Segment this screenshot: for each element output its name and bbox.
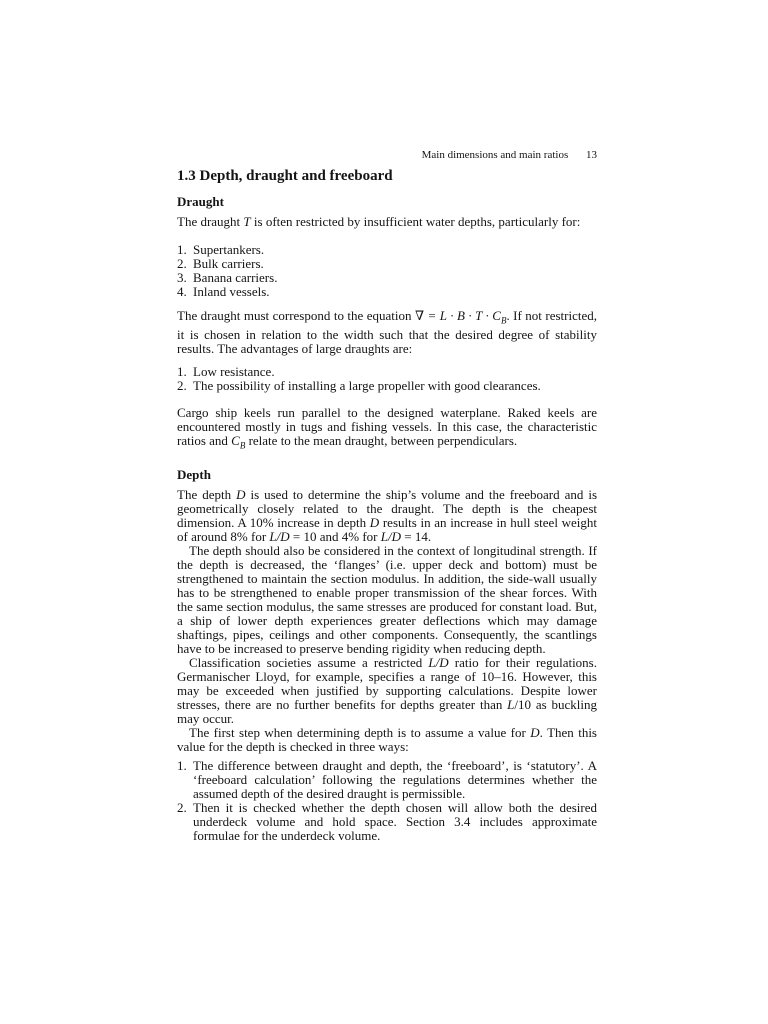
list-item	[177, 365, 597, 379]
running-header	[177, 148, 597, 162]
vessel-list	[177, 243, 597, 299]
list-text: Low resistance.	[193, 364, 275, 379]
text-run: The depth	[177, 487, 237, 502]
text-run: is often restricted by insufficient water depths, particularly for:	[250, 214, 581, 229]
text-run: is used to determine the ship’s volume and the freeboard and is geometrically closely related to the draught. The depth is the cheapest dimension. A 10% increase in depth	[177, 487, 598, 530]
draught-heading: Draught	[177, 194, 224, 209]
text-run: relate to the mean draught, between perpendiculars.	[245, 433, 518, 448]
list-item	[177, 379, 597, 393]
depth-paragraph-3	[177, 656, 597, 726]
list-number: 3.	[177, 270, 187, 285]
list-item	[177, 759, 597, 801]
keels-paragraph	[177, 406, 597, 453]
text-run: /10 as buckling may occur.	[177, 697, 597, 726]
list-text: Bulk carriers.	[193, 256, 264, 271]
page-number: 13	[586, 149, 597, 161]
running-title: Main dimensions and main ratios	[421, 149, 569, 161]
displacement-formula: ∇ = L · B · T · C	[415, 308, 501, 323]
list-item	[177, 243, 597, 257]
list-item	[177, 271, 597, 285]
depth-heading: Depth	[177, 467, 211, 482]
draught-intro	[177, 215, 597, 229]
list-item	[177, 257, 597, 271]
text-run: Classification societies assume a restricted	[189, 655, 429, 670]
list-number: 2.	[177, 378, 187, 393]
ratio-L-D: L/D	[428, 655, 449, 670]
text-run: The draught must correspond to the equation	[177, 308, 415, 323]
draught-equation-paragraph	[177, 309, 597, 356]
text-run: . If not restricted, it is chosen in relation to the width such that the desired degree of stability results. The advantages of large draughts are:	[177, 308, 597, 356]
ratio-L-D: L/D	[380, 529, 401, 544]
ratio-L-D: L/D	[269, 529, 290, 544]
text-run: = 14.	[400, 529, 432, 544]
equation-paragraph	[177, 309, 597, 356]
list-number: 2.	[177, 256, 187, 271]
keels-paragraph-block	[177, 406, 597, 453]
list-text: Inland vessels.	[193, 284, 270, 299]
variable-L: L	[507, 697, 515, 712]
depth-checks-list	[177, 759, 597, 843]
text-run: The draught	[177, 214, 244, 229]
depth-paragraph-1	[177, 488, 597, 544]
depth-body	[177, 488, 597, 754]
list-text: Then it is checked whether the depth chosen will allow both the desired underdeck volume and hold space. Section 3.4 includes approximate formulae for the underdeck volume.	[193, 800, 597, 843]
section-title: 1.3 Depth, draught and freeboard	[177, 168, 393, 184]
depth-heading-block	[177, 468, 597, 482]
text-run: ratio for their regulations. Germanischer Lloyd, for example, specifies a range of 10–16. However, this may be exceeded when justified by supporting calculations. Despite lower stresses, there are no further benefits for depths greater than	[177, 655, 597, 712]
text-run: Cargo ship keels run parallel to the designed waterplane. Raked keels are encountered mostly in tugs and fishing vessels. In this case, the characteristic ratios and	[177, 405, 597, 448]
depth-paragraph-2: The depth should also be considered in the context of longitudinal strength. If the depth is decreased, the ‘flanges’ (i.e. upper deck and bottom) must be strengthened to maintain the section modulus. In addition, the side-wall usually has to be strengthened to enable proper transmission of the shear forces. With the same section modulus, the same stresses are produced for constant load. But, a ship of lower depth experiences greater deflections which may damage shaftings, pipes, ceilings and other components. Consequently, the scantlings have to be increased to preserve bending rigidity when reducing depth.	[177, 543, 597, 656]
list-text: Banana carriers.	[193, 270, 278, 285]
list-text: The difference between draught and depth, the ‘freeboard’, is ‘statutory’. A ‘freeboard calculation’ following the regulations determines whether the assumed depth of the desired draught is permissible.	[193, 758, 597, 801]
advantages-list	[177, 365, 597, 393]
list-text: Supertankers.	[193, 242, 265, 257]
draught-intro-paragraph	[177, 215, 597, 229]
list-number: 4.	[177, 284, 187, 299]
list-text: The possibility of installing a large propeller with good clearances.	[193, 378, 541, 393]
list-number: 1.	[177, 242, 187, 257]
variable-T: T	[243, 214, 251, 229]
list-number: 2.	[177, 800, 187, 815]
variable-D: D	[236, 487, 246, 502]
variable-C: C	[231, 433, 240, 448]
list-item	[177, 285, 597, 299]
draught-heading-block	[177, 195, 597, 209]
subscript: B	[239, 440, 246, 451]
text-run: . Then this value for the depth is checked in three ways:	[177, 725, 597, 754]
formula-subscript: B	[500, 315, 507, 326]
variable-D: D	[369, 515, 380, 530]
list-item	[177, 801, 597, 843]
text-run: = 10 and 4% for	[289, 529, 381, 544]
list-number: 1.	[177, 758, 187, 773]
text-run: results in an increase in hull steel weight of around 8% for	[177, 515, 597, 544]
depth-paragraph-4	[177, 726, 597, 754]
list-number: 1.	[177, 364, 187, 379]
variable-D: D	[530, 725, 540, 740]
text-run: The first step when determining depth is to assume a value for	[189, 725, 531, 740]
